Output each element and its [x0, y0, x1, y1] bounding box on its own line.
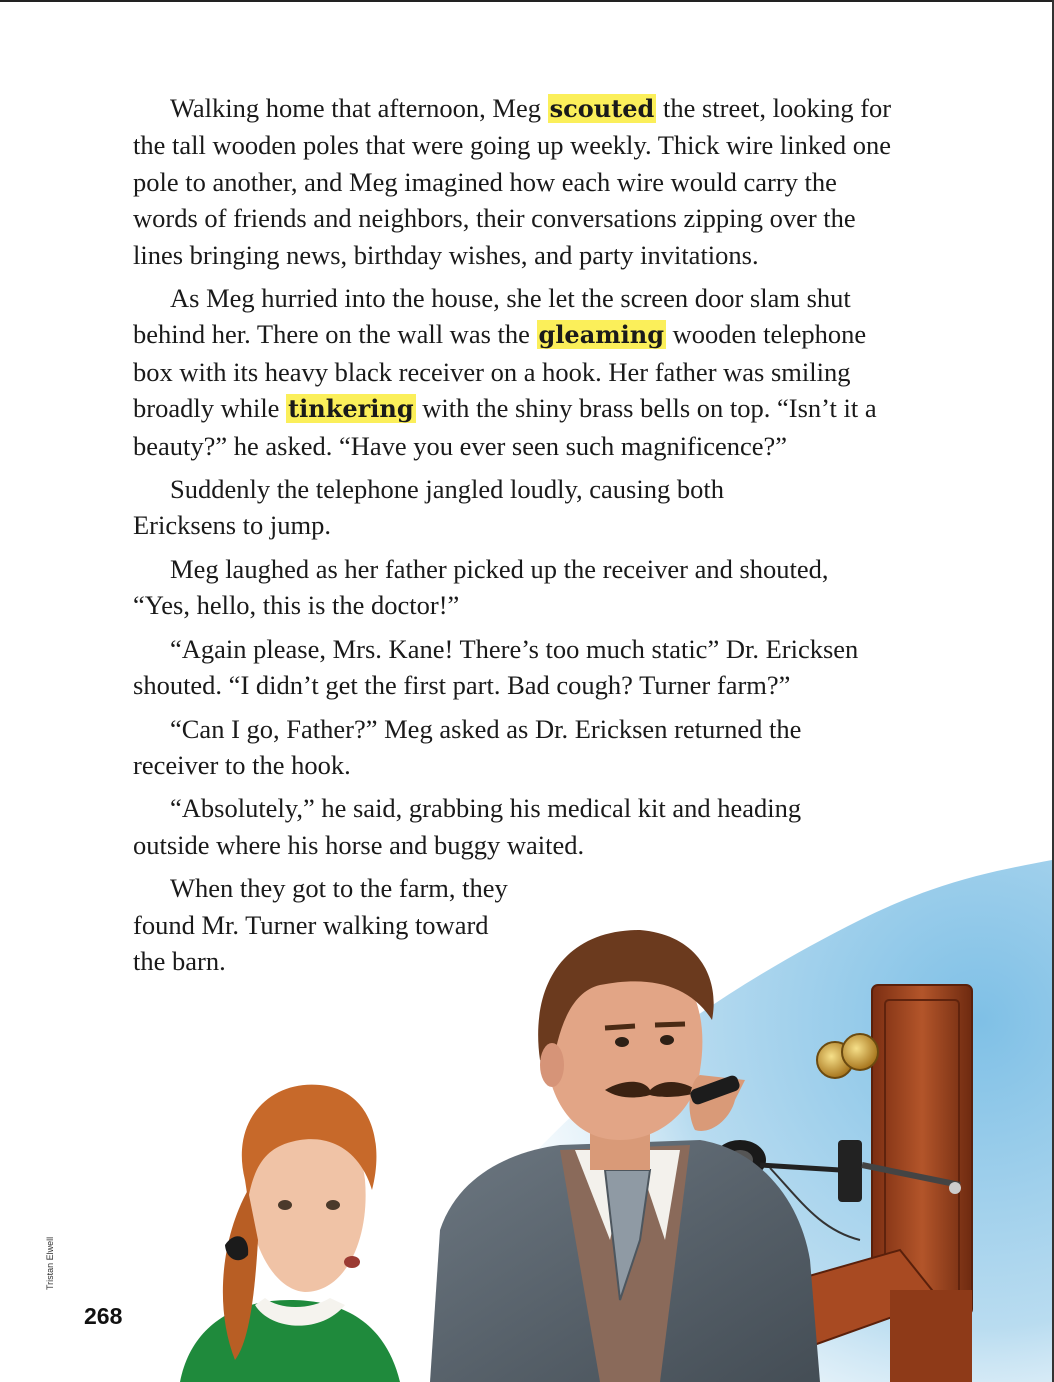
- vocab-word-tinkering: tinkering: [288, 394, 414, 424]
- paragraph-2-part-b: wooden telephone box with its heavy black receiver on a hook. Her father was smiling broadly while: [133, 319, 867, 424]
- paragraph-2-part-a: As Meg hurried into the house, she let the screen door slam shut behind her. There on the wall was the: [133, 283, 851, 350]
- paragraph-1-part-b: the street, looking for the tall wooden poles that were going up weekly. Thick wire linked one pole to another, and Meg imagined how each wire would carry the words of friends and neighbors, their conversations zipping over the lines bringing news, birthday wishes, and party invitations.: [133, 93, 892, 270]
- paragraph-2: [133, 280, 893, 464]
- paragraph-1: [133, 90, 893, 273]
- paragraph-6: “Can I go, Father?” Meg asked as Dr. Ericksen returned the receiver to the hook.: [133, 713, 802, 780]
- paragraph-5: “Again please, Mrs. Kane! There’s too much static” Dr. Ericksen shouted. “I didn’t get the first part. Bad cough? Turner farm?”: [133, 633, 859, 701]
- paragraph-8: When they got to the farm, they found Mr. Turner walking toward the barn.: [133, 873, 508, 976]
- paragraph-7: “Absolutely,” he said, grabbing his medical kit and heading outside where his horse and buggy waited.: [133, 793, 802, 860]
- meg-figure: [180, 1085, 400, 1382]
- paragraph-3: Suddenly the telephone jangled loudly, causing both Ericksens to jump.: [133, 474, 724, 541]
- page-number: 268: [84, 1303, 123, 1329]
- vocab-word-gleaming: gleaming: [538, 320, 664, 350]
- vocab-word-scouted: scouted: [549, 94, 655, 123]
- paragraph-4: Meg laughed as her father picked up the receiver and shouted, “Yes, hello, this is the doctor!”: [133, 553, 829, 621]
- paragraph-2-part-c: with the shiny brass bells on top. “Isn’t it a beauty?” he asked. “Have you ever seen such magnificence?”: [133, 393, 877, 461]
- story-text: [133, 90, 893, 986]
- illustrator-credit: Tristan Elwell: [45, 1236, 55, 1290]
- paragraph-1-part-a: Walking home that afternoon, Meg: [170, 93, 548, 123]
